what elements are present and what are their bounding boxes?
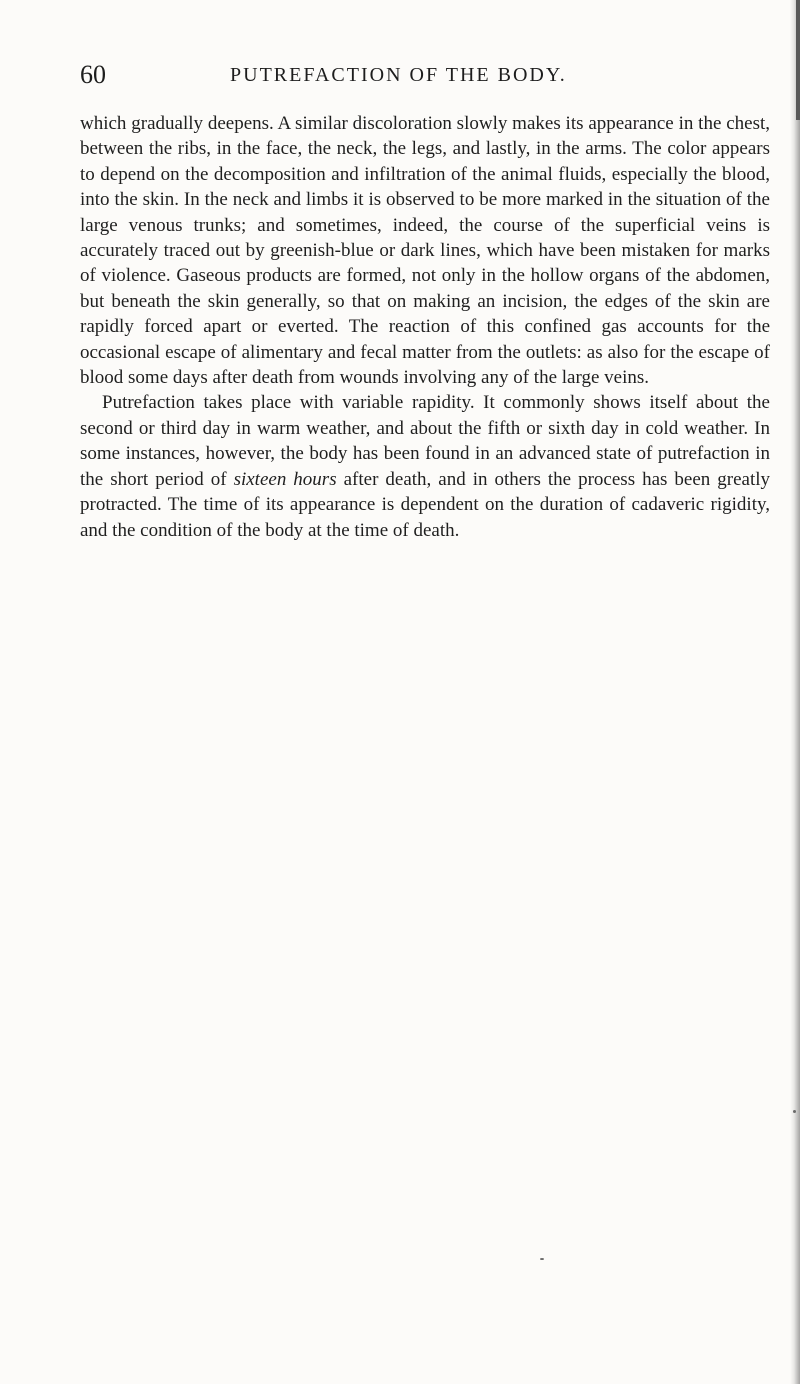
body-text: [80, 111, 770, 543]
paragraph-2-part-1: Putrefaction takes place with variable rapidity. It commonly shows itself about the second or third day in warm weather, and about the fifth or sixth day in cold weather. In some instances, however, the body has been found in an advanced state of putrefaction in the short period of: [80, 392, 770, 490]
page-number: 60: [80, 60, 106, 89]
paragraph-1: which gradually deepens. A similar discoloration slowly makes its appearance in the chest, between the ribs, in the face, the neck, the legs, and lastly, in the arms. The color appears to depend on the decomposition and infiltration of the animal fluids, especially the blood, into the skin. In the neck and limbs it is observed to be more marked in the situation of the large venous trunks; and sometimes, indeed, the course of the superficial veins is accurately traced out by greenish-blue or dark lines, which have been mistaken for marks of violence. Gaseous products are formed, not only in the hollow organs of the abdomen, but beneath the skin generally, so that on making an incision, the edges of the skin are rapidly forced apart or everted. The reaction of this confined gas accounts for the occasional escape of alimentary and fecal matter from the outlets: as also for the escape of blood some days after death from wounds involving any of the large veins.: [80, 113, 770, 389]
page-edge-mark: [796, 0, 800, 120]
page-speck: [540, 1258, 544, 1260]
paragraph-2: [80, 390, 770, 542]
italic-phrase: sixteen hours: [233, 468, 337, 490]
paragraph-2-part-2: after death, and in others the process has been greatly protracted. The time of its appearance is dependent on the duration of cadaveric rigidity, and the condition of the body at the time of death.: [80, 468, 771, 541]
running-head: PUTREFACTION OF THE BODY.: [230, 64, 567, 86]
page-edge-shadow: [790, 0, 800, 1384]
page-speck: [793, 1110, 796, 1113]
page-header: [80, 58, 720, 92]
